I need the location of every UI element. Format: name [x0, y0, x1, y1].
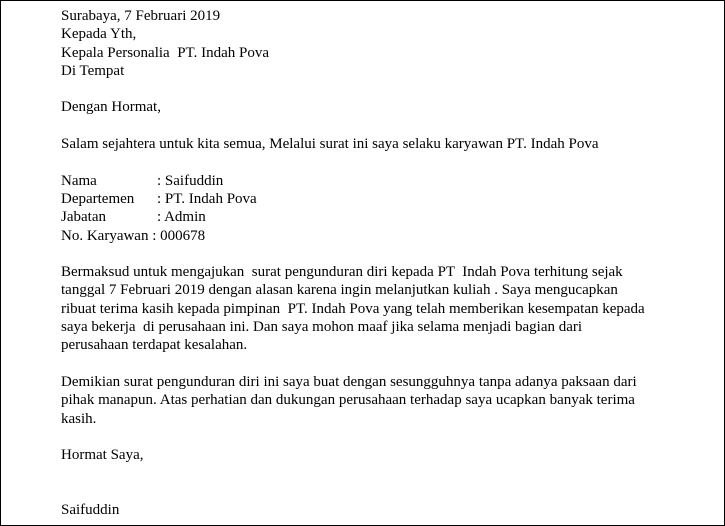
place-date: Surabaya, 7 Februari 2019: [61, 8, 221, 24]
field-value: : PT. Indah Pova: [157, 190, 257, 207]
spacer: [61, 80, 711, 98]
employee-field-department: [61, 190, 711, 208]
paragraph-line: kasih.: [61, 410, 97, 427]
intro-text: Salam sejahtera untuk kita semua, Melalui surat ini saya selaku karyawan PT. Indah Pova: [61, 136, 599, 153]
spacer: [61, 117, 711, 135]
greeting: Dengan Hormat,: [61, 99, 161, 116]
resignation-letter: [61, 7, 711, 519]
signature-name: Saifuddin: [61, 502, 120, 519]
employee-field-number: [61, 227, 711, 245]
employee-details: [61, 172, 711, 245]
employee-field-name: [61, 172, 711, 190]
closing-salutation: Hormat Saya,: [61, 447, 144, 464]
field-value: : 000678: [148, 227, 206, 244]
paragraph-line: saya bekerja di perusahaan ini. Dan saya mohon maaf jika selama menjadi bagian dari: [61, 319, 583, 336]
spacer: [61, 245, 711, 263]
to-line: Kepada Yth,: [61, 26, 137, 43]
spacer: [61, 355, 711, 373]
field-label: No. Karyawan: [61, 227, 149, 244]
paragraph-line: perusahaan terdapat kesalahan.: [61, 337, 248, 354]
paragraph-line: Demikian surat pengunduran diri ini saya buat dengan sesungguhnya tanpa adanya paksaan dari: [61, 373, 637, 390]
body-paragraph-2: [61, 373, 711, 428]
body-paragraph-1: [61, 263, 711, 354]
spacer: [61, 428, 711, 446]
recipient-location: Di Tempat: [61, 62, 125, 79]
field-label: Departemen: [61, 190, 135, 207]
field-value: : Admin: [157, 209, 206, 226]
field-label: Jabatan: [61, 209, 106, 226]
field-value: : Saifuddin: [157, 172, 224, 189]
paragraph-line: pihak manapun. Atas perhatian dan dukungan perusahaan terhadap saya ucapkan banyak terima: [61, 392, 635, 409]
paragraph-line: ribuat terima kasih kepada pimpinan PT. Indah Pova yang telah memberikan kesempatan kepada: [61, 300, 645, 317]
spacer: [61, 153, 711, 171]
recipient: Kepala Personalia PT. Indah Pova: [61, 44, 270, 61]
employee-field-position: [61, 208, 711, 226]
field-label: Nama: [61, 172, 97, 189]
paragraph-line: tanggal 7 Februari 2019 dengan alasan karena ingin melanjutkan kuliah . Saya mengucapkan: [61, 282, 618, 299]
signature-space: [61, 464, 711, 501]
paragraph-line: Bermaksud untuk mengajukan surat pengunduran diri kepada PT Indah Pova terhitung sejak: [61, 264, 623, 281]
